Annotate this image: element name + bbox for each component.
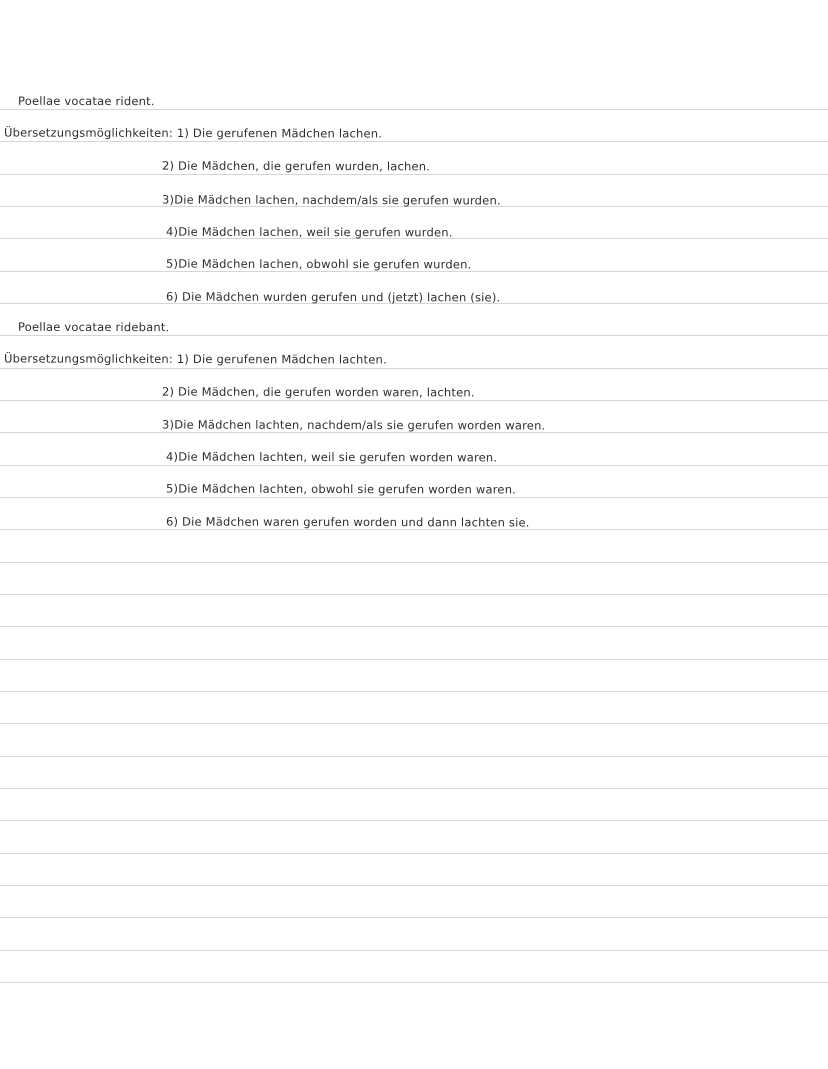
section1-item-2: 2) Die Mädchen, die gerufen wurden, lachen. <box>161 158 431 174</box>
ruled-line <box>0 400 828 401</box>
ruled-line <box>0 497 828 498</box>
ruled-line <box>0 756 828 757</box>
section1-row-1 <box>4 126 382 141</box>
section2-label: Übersetzungsmöglichkeiten: <box>3 351 174 366</box>
section2-item-3: 3)Die Mädchen lachten, nachdem/als sie gerufen worden waren. <box>161 417 546 433</box>
ruled-line <box>0 917 828 918</box>
ruled-line <box>0 691 828 692</box>
section1-item-3: 3)Die Mädchen lachen, nachdem/als sie gerufen wurden. <box>161 192 501 208</box>
ruled-line <box>0 368 828 369</box>
ruled-line <box>0 659 828 660</box>
ruled-line <box>0 465 828 466</box>
ruled-line <box>0 335 828 336</box>
ruled-line <box>0 820 828 821</box>
ruled-line <box>0 174 828 175</box>
section2-item-5: 5)Die Mädchen lachten, obwohl sie gerufen worden waren. <box>165 481 517 497</box>
ruled-line <box>0 723 828 724</box>
section1-heading: Poellae vocatae rident. <box>17 93 155 109</box>
section1-item-4: 4)Die Mädchen lachen, weil sie gerufen wurden. <box>165 224 453 240</box>
section2-item-4: 4)Die Mädchen lachten, weil sie gerufen worden waren. <box>165 449 498 465</box>
ruled-line <box>0 982 828 983</box>
ruled-line <box>0 950 828 951</box>
ruled-line <box>0 141 828 142</box>
ruled-line <box>0 626 828 627</box>
section2-heading: Poellae vocatae ridebant. <box>17 319 170 335</box>
ruled-line <box>0 594 828 595</box>
section1-item-6: 6) Die Mädchen wurden gerufen und (jetzt) lachen (sie). <box>165 289 501 305</box>
section1-item-1: 1) Die gerufenen Mädchen lachen. <box>176 125 383 141</box>
ruled-line <box>0 109 828 110</box>
section2-item-1: 1) Die gerufenen Mädchen lachten. <box>176 351 387 367</box>
ruled-line <box>0 788 828 789</box>
ruled-line <box>0 885 828 886</box>
section1-item-5: 5)Die Mädchen lachen, obwohl sie gerufen wurden. <box>165 256 472 272</box>
section2-item-6: 6) Die Mädchen waren gerufen worden und dann lachten sie. <box>165 514 530 530</box>
section2-row-1 <box>4 351 387 366</box>
section1-label: Übersetzungsmöglichkeiten: <box>3 125 174 140</box>
ruled-line <box>0 562 828 563</box>
section2-item-2: 2) Die Mädchen, die gerufen worden waren, lachten. <box>161 384 475 400</box>
ruled-line <box>0 853 828 854</box>
